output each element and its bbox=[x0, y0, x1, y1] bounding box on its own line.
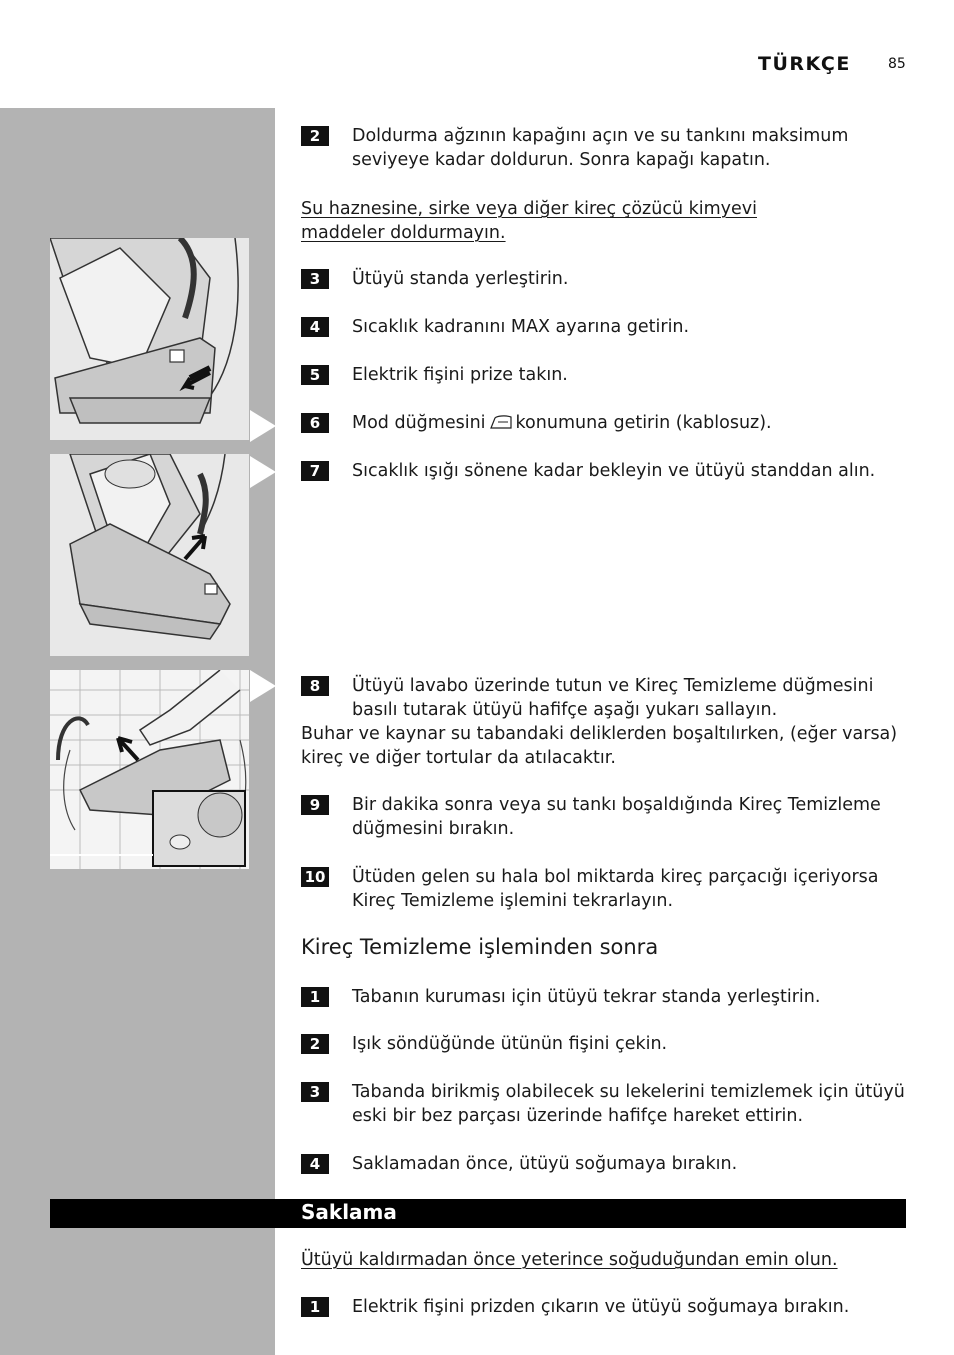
after-descaling-heading: Kireç Temizleme işleminden sonra bbox=[301, 935, 659, 959]
step-number: 2 bbox=[301, 1034, 329, 1054]
step-5 bbox=[301, 363, 911, 387]
after-step-2 bbox=[301, 1032, 911, 1056]
storage-section-bar bbox=[50, 1199, 906, 1228]
step-text: Sıcaklık kadranını MAX ayarına getirin. bbox=[352, 317, 690, 337]
step-number: 2 bbox=[301, 126, 329, 146]
step-text: Bir dakika sonra veya su tankı boşaldığında Kireç Temizleme düğmesini bırakın. bbox=[352, 795, 881, 839]
iron-lift-illustration bbox=[50, 454, 249, 656]
step-8 bbox=[301, 674, 911, 722]
step-3 bbox=[301, 267, 911, 291]
step-text-after: konumuna getirin (kablosuz). bbox=[515, 413, 772, 433]
step-number: 1 bbox=[301, 987, 329, 1007]
language-label: TÜRKÇE bbox=[758, 53, 851, 75]
step-number: 6 bbox=[301, 413, 329, 433]
step-text: Tabanda birikmiş olabilecek su lekelerini temizlemek için ütüyü eski bir bez parçası üzerinde hafifçe hareket ettirin. bbox=[352, 1082, 905, 1126]
step-text: Ütüyü standa yerleştirin. bbox=[352, 269, 569, 289]
step-number: 4 bbox=[301, 1154, 329, 1174]
step-number: 4 bbox=[301, 317, 329, 337]
step-text: Elektrik fişini prizden çıkarın ve ütüyü soğumaya bırakın. bbox=[352, 1297, 850, 1317]
note-no-vinegar: Su haznesine, sirke veya diğer kireç çözücü kimyevi maddeler doldurmayın. bbox=[301, 199, 757, 243]
step-number: 5 bbox=[301, 365, 329, 385]
figure-descale-over-sink bbox=[50, 670, 249, 869]
after-step-4 bbox=[301, 1152, 911, 1176]
step-text bbox=[352, 411, 911, 435]
step-text: Elektrik fişini prize takın. bbox=[352, 365, 568, 385]
page-number: 85 bbox=[888, 56, 906, 72]
figure-pointer bbox=[250, 410, 276, 442]
step-number: 7 bbox=[301, 461, 329, 481]
step-number: 10 bbox=[301, 867, 329, 887]
step-number: 3 bbox=[301, 1082, 329, 1102]
step-text: Ütüyü lavabo üzerinde tutun ve Kireç Temizleme düğmesini basılı tutarak ütüyü hafifçe aşağı yukarı sallayın. bbox=[352, 676, 874, 720]
figure-iron-on-stand-switch bbox=[50, 238, 249, 440]
step-text: Sıcaklık ışığı sönene kadar bekleyin ve ütüyü standdan alın. bbox=[352, 461, 876, 481]
step-text: Saklamadan önce, ütüyü soğumaya bırakın. bbox=[352, 1154, 738, 1174]
step-number: 8 bbox=[301, 676, 329, 696]
cordless-mode-icon bbox=[489, 413, 513, 431]
storage-step-1 bbox=[301, 1295, 911, 1319]
step-number: 9 bbox=[301, 795, 329, 815]
after-step-1 bbox=[301, 985, 911, 1009]
figure-pointer bbox=[250, 456, 276, 488]
step-6 bbox=[301, 411, 911, 435]
step-8-detail: Buhar ve kaynar su tabandaki deliklerden boşaltılırken, (eğer varsa) kireç ve diğer tortular da atılacaktır. bbox=[301, 724, 898, 768]
step-text: Doldurma ağzının kapağını açın ve su tankını maksimum seviyeye kadar doldurun. Sonra kapağı kapatın. bbox=[352, 126, 849, 170]
step-text: Işık söndüğünde ütünün fişini çekin. bbox=[352, 1034, 668, 1054]
figure-iron-lift-from-stand bbox=[50, 454, 249, 656]
step-9 bbox=[301, 793, 911, 841]
step-2 bbox=[301, 124, 911, 172]
step-number: 1 bbox=[301, 1297, 329, 1317]
iron-stand-switch-illustration bbox=[50, 238, 249, 440]
descale-sink-illustration bbox=[50, 670, 249, 869]
step-text: Ütüden gelen su hala bol miktarda kireç parçacığı içeriyorsa Kireç Temizleme işlemini tekrarlayın. bbox=[352, 867, 879, 911]
step-10 bbox=[301, 865, 911, 913]
step-7 bbox=[301, 459, 911, 483]
storage-note: Ütüyü kaldırmadan önce yeterince soğuduğundan emin olun. bbox=[301, 1250, 838, 1270]
step-text-before: Mod düğmesini bbox=[352, 413, 486, 433]
step-text: Tabanın kuruması için ütüyü tekrar standa yerleştirin. bbox=[352, 987, 821, 1007]
storage-section-title: Saklama bbox=[301, 1200, 397, 1224]
step-4 bbox=[301, 315, 911, 339]
figure-pointer bbox=[250, 670, 276, 702]
step-number: 3 bbox=[301, 269, 329, 289]
after-step-3 bbox=[301, 1080, 911, 1128]
